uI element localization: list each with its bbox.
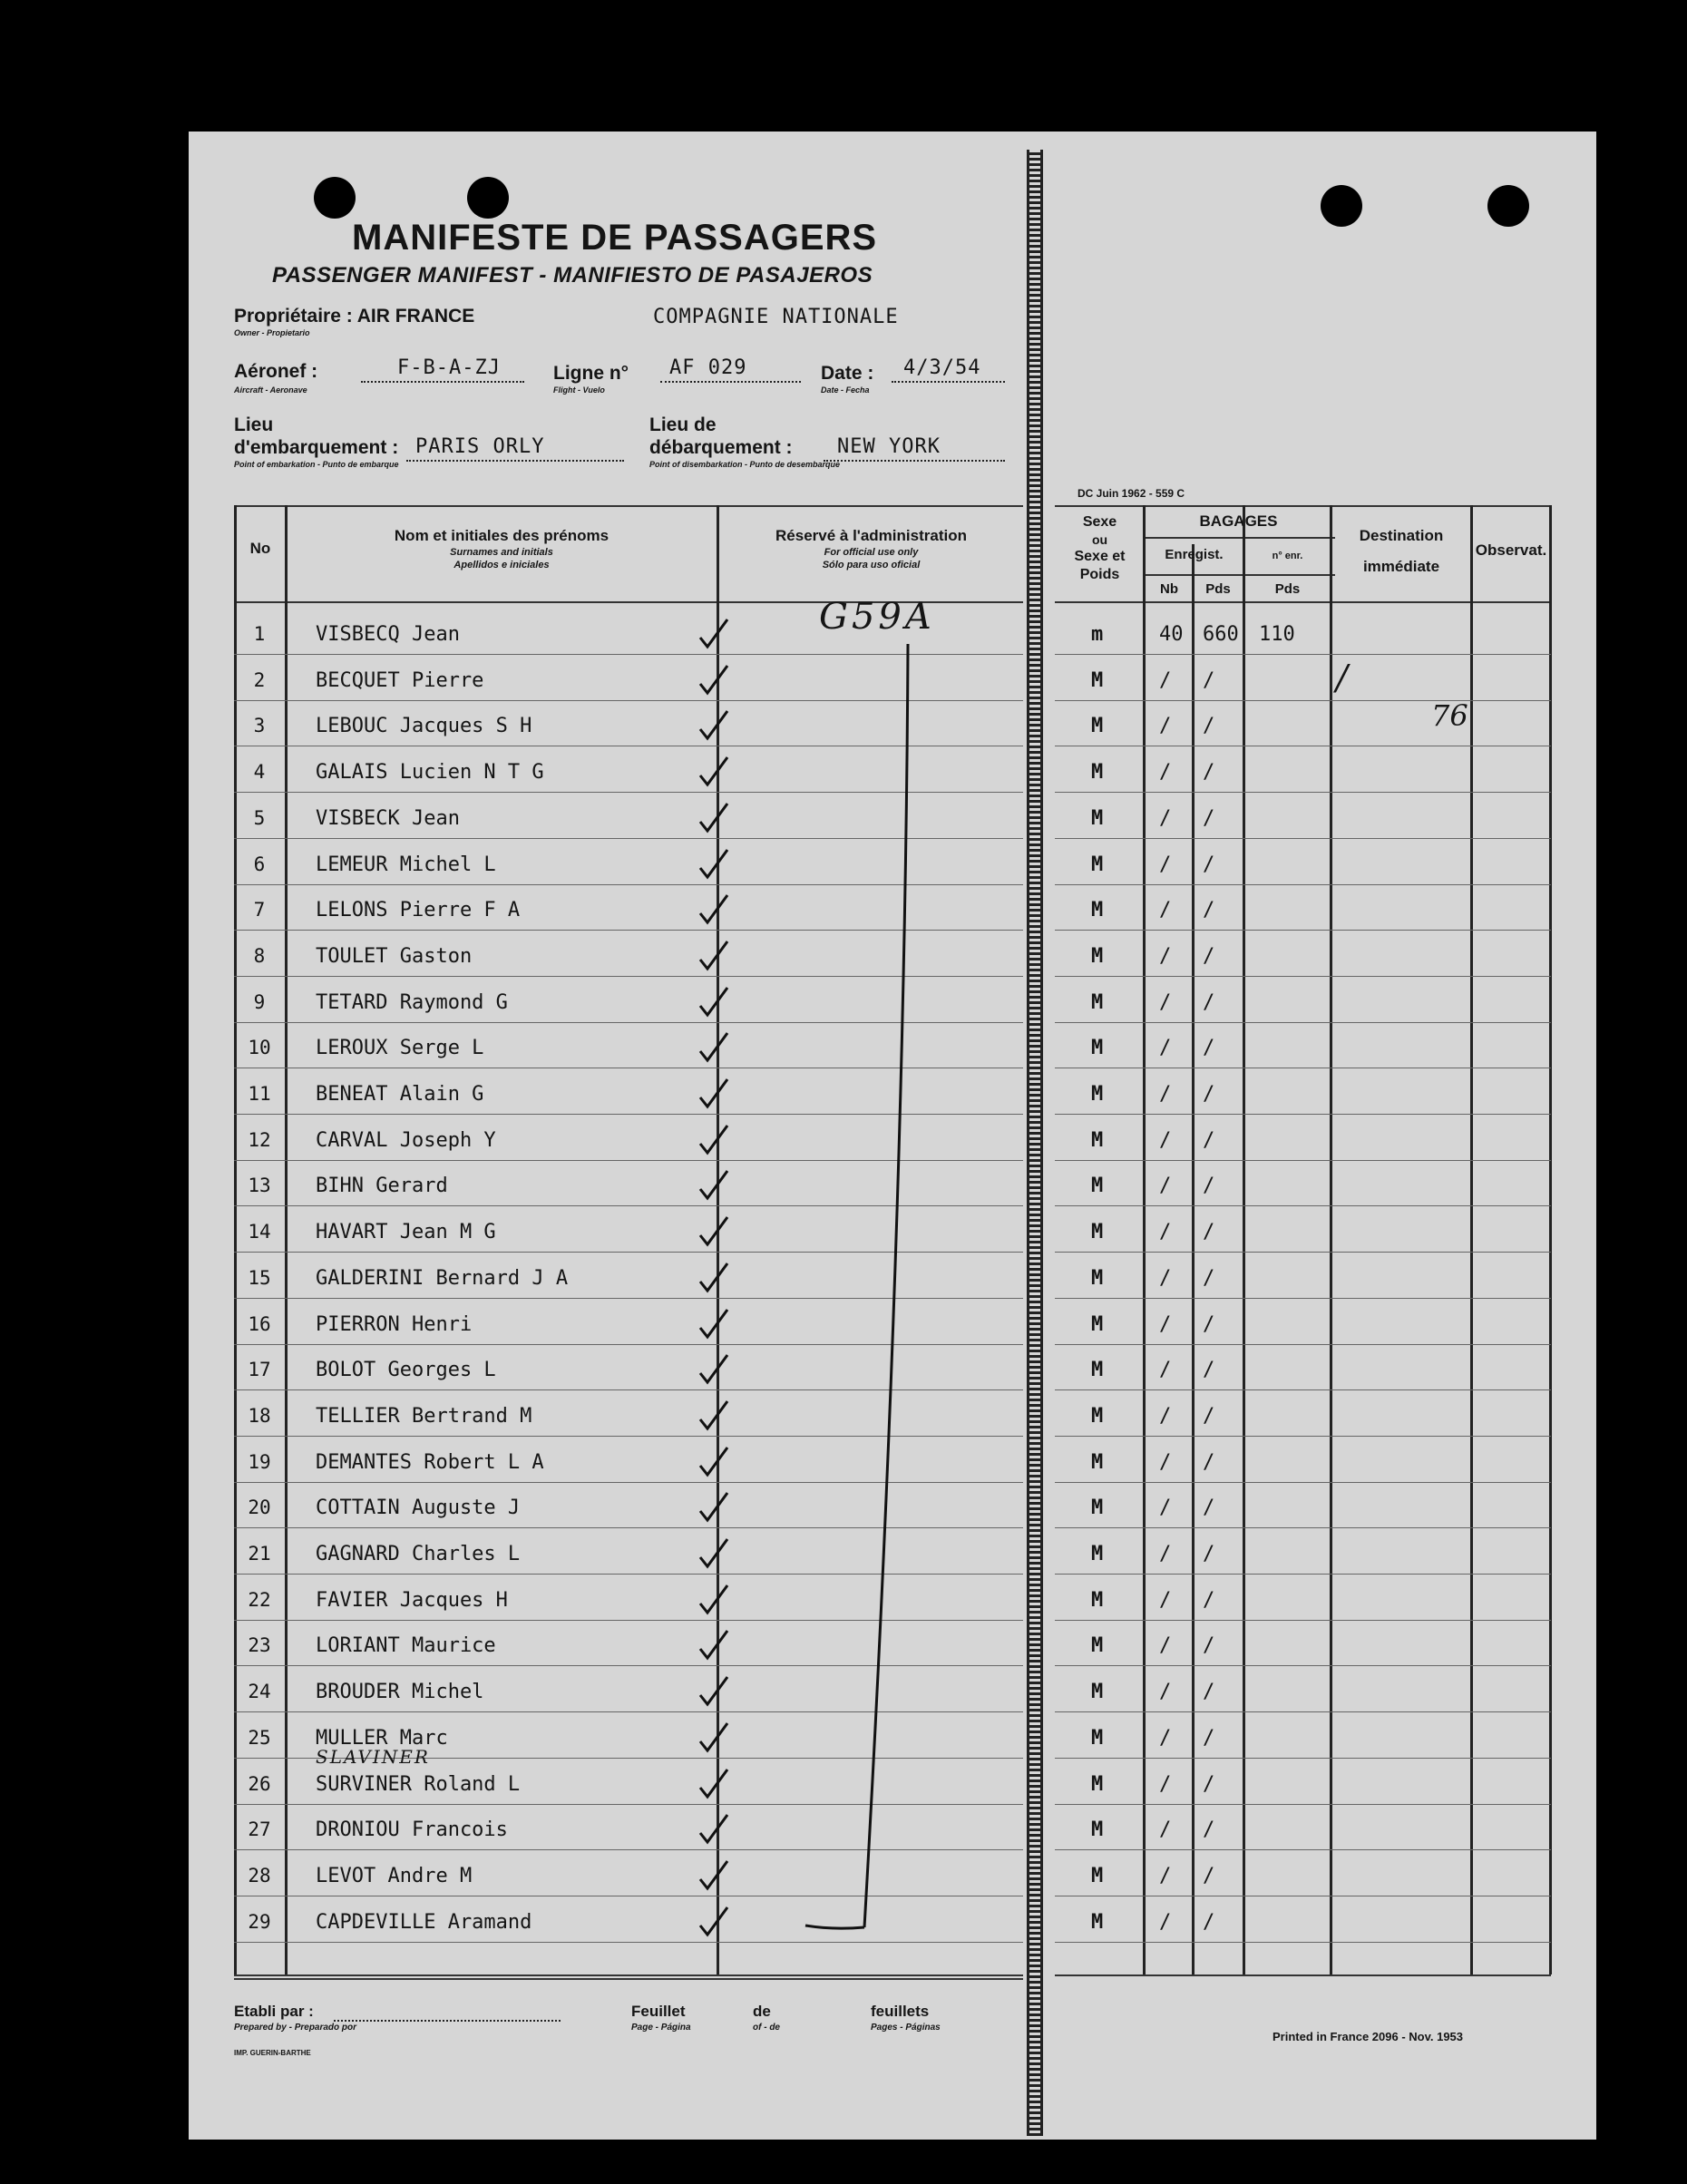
baggage-weight: / xyxy=(1203,1221,1215,1244)
passenger-sex: M xyxy=(1091,1175,1104,1198)
passenger-number: 3 xyxy=(253,715,266,737)
passenger-sex: M xyxy=(1091,1359,1104,1382)
baggage-count: / xyxy=(1159,1175,1172,1198)
header-nb: Nb xyxy=(1160,581,1178,597)
footer-top-line xyxy=(234,1978,1023,1980)
form-code: DC Juin 1962 - 559 C xyxy=(1078,487,1185,500)
baggage-weight: / xyxy=(1203,1312,1215,1336)
baggage-weight: / xyxy=(1203,761,1215,785)
owner-sublabel: Owner - Propietario xyxy=(234,328,310,337)
passenger-number: 18 xyxy=(248,1404,271,1427)
passenger-sex: M xyxy=(1091,1497,1104,1520)
passenger-name: LEROUX Serge L xyxy=(316,1037,484,1060)
of-sublabel: of - de xyxy=(753,2023,780,2033)
date-sublabel: Date - Fecha xyxy=(821,385,870,395)
passenger-sex: M xyxy=(1091,1910,1104,1934)
sheet-label: Feuillet xyxy=(631,2003,686,2020)
manifest-page xyxy=(189,132,1596,2140)
handwritten-correction: SLAVINER xyxy=(316,1746,430,1768)
baggage-weight: / xyxy=(1203,1450,1215,1474)
passenger-sex: M xyxy=(1091,1083,1104,1106)
passenger-sex: M xyxy=(1091,1634,1104,1658)
passenger-number: 9 xyxy=(253,990,266,1013)
baggage-count: / xyxy=(1159,899,1172,922)
passenger-number: 2 xyxy=(253,668,266,691)
header-reserved-sub2: Sólo para uso oficial xyxy=(822,560,921,570)
header-unreg: n° enr. xyxy=(1272,551,1303,561)
baggage-weight: / xyxy=(1203,1588,1215,1612)
passenger-sex: M xyxy=(1091,1543,1104,1565)
baggage-weight: / xyxy=(1203,1772,1215,1796)
passenger-sex: M xyxy=(1091,1221,1104,1244)
passenger-name: PIERRON Henri xyxy=(316,1312,473,1336)
passenger-name: MULLER Marc xyxy=(316,1726,448,1750)
passenger-number: 6 xyxy=(253,853,266,875)
passenger-name: GAGNARD Charles L xyxy=(316,1543,521,1565)
disembark-sublabel: Point of disembarkation - Punto de desembarque xyxy=(649,460,841,469)
baggage-weight: / xyxy=(1203,1864,1215,1887)
header-destination-2: immédiate xyxy=(1362,558,1440,575)
baggage-count: / xyxy=(1159,1404,1172,1428)
passenger-number: 26 xyxy=(248,1772,271,1795)
passenger-sex: M xyxy=(1091,1037,1104,1060)
handwritten-bracket xyxy=(189,132,1596,2140)
passenger-name: HAVART Jean M G xyxy=(316,1221,496,1244)
passenger-sex: M xyxy=(1091,1266,1104,1290)
header-destination-1: Destination xyxy=(1359,527,1444,544)
passenger-name: VISBECK Jean xyxy=(316,806,460,830)
header-no: No xyxy=(249,540,271,557)
passenger-name: LELONS Pierre F A xyxy=(316,899,521,922)
baggage-weight: / xyxy=(1203,806,1215,830)
baggage-count: / xyxy=(1159,1726,1172,1750)
passenger-sex: M xyxy=(1091,1312,1104,1336)
handwritten-destination-mark: / xyxy=(1336,658,1348,697)
sheets-sublabel: Pages - Páginas xyxy=(871,2023,941,2033)
passenger-name: VISBECQ Jean xyxy=(316,623,460,646)
baggage-count: / xyxy=(1159,1681,1172,1704)
baggage-count: / xyxy=(1159,1450,1172,1474)
baggage-count: / xyxy=(1159,1543,1172,1565)
header-registered: Enregist. xyxy=(1165,547,1224,562)
header-reserved: Réservé à l'administration xyxy=(775,527,967,544)
passenger-sex: M xyxy=(1091,715,1104,738)
passenger-number: 8 xyxy=(253,944,266,967)
baggage-count: / xyxy=(1159,1221,1172,1244)
passenger-sex: m xyxy=(1091,623,1104,646)
passenger-name: BECQUET Pierre xyxy=(316,668,484,692)
baggage-count: / xyxy=(1159,853,1172,876)
passenger-sex: M xyxy=(1091,853,1104,876)
prepared-label: Etabli par : xyxy=(234,2003,314,2020)
header-name-sub2: Apellidos e iniciales xyxy=(453,560,550,570)
flight-value: AF 029 xyxy=(669,356,747,379)
baggage-weight: / xyxy=(1203,944,1215,968)
baggage-weight: / xyxy=(1203,990,1215,1014)
passenger-sex: M xyxy=(1091,1404,1104,1428)
passenger-sex: M xyxy=(1091,1726,1104,1750)
baggage-count: / xyxy=(1159,990,1172,1014)
embark-sublabel: Point of embarkation - Punto de embarque xyxy=(234,460,399,469)
baggage-weight: / xyxy=(1203,1359,1215,1382)
passenger-sex: M xyxy=(1091,1864,1104,1887)
baggage-count: / xyxy=(1159,1864,1172,1887)
aircraft-value: F-B-A-ZJ xyxy=(397,356,501,379)
sheet-sublabel: Page - Página xyxy=(631,2023,691,2033)
date-label: Date : xyxy=(821,363,874,384)
passenger-sex: M xyxy=(1091,668,1104,692)
baggage-count: / xyxy=(1159,668,1172,692)
passenger-name: FAVIER Jacques H xyxy=(316,1588,508,1612)
owner-label: Propriétaire : AIR FRANCE xyxy=(234,306,475,327)
passenger-number: 24 xyxy=(248,1681,271,1703)
passenger-number: 1 xyxy=(253,623,266,645)
passenger-name: LEBOUC Jacques S H xyxy=(316,715,532,738)
date-value: 4/3/54 xyxy=(903,356,981,379)
baggage-weight: / xyxy=(1203,853,1215,876)
baggage-weight: / xyxy=(1203,1681,1215,1704)
baggage-weight: / xyxy=(1203,899,1215,922)
baggage-count: / xyxy=(1159,761,1172,785)
passenger-number: 25 xyxy=(248,1726,271,1749)
baggage-count: / xyxy=(1159,1312,1172,1336)
header-name: Nom et initiales des prénoms xyxy=(394,527,609,544)
disembark-label-1: Lieu de xyxy=(649,414,717,435)
passenger-number: 5 xyxy=(253,806,266,829)
baggage-count: / xyxy=(1159,1266,1172,1290)
handwritten-code: G59A xyxy=(819,596,935,638)
embark-value: PARIS ORLY xyxy=(415,435,545,458)
baggage-weight: / xyxy=(1203,1037,1215,1060)
passenger-name: CARVAL Joseph Y xyxy=(316,1128,496,1152)
aircraft-sublabel: Aircraft - Aeronave xyxy=(234,385,307,395)
passenger-number: 20 xyxy=(248,1497,271,1519)
passenger-number: 4 xyxy=(253,761,266,784)
owner-value: COMPAGNIE NATIONALE xyxy=(653,306,899,328)
header-baggage: BAGAGES xyxy=(1199,512,1278,530)
printed-note: Printed in France 2096 - Nov. 1953 xyxy=(1273,2030,1464,2043)
passenger-name: BOLOT Georges L xyxy=(316,1359,496,1382)
passenger-number: 13 xyxy=(248,1175,271,1197)
baggage-weight: / xyxy=(1203,1266,1215,1290)
passenger-sex: M xyxy=(1091,899,1104,922)
passenger-sex: M xyxy=(1091,1818,1104,1842)
passenger-sex: M xyxy=(1091,1450,1104,1474)
handwritten-observation: 76 xyxy=(1431,698,1468,733)
baggage-weight: / xyxy=(1203,1543,1215,1565)
passenger-name: GALAIS Lucien N T G xyxy=(316,761,544,785)
passenger-name: LEVOT Andre M xyxy=(316,1864,473,1887)
baggage-weight: / xyxy=(1203,715,1215,738)
manifest-title: MANIFESTE DE PASSAGERS xyxy=(352,218,878,258)
passenger-sex: M xyxy=(1091,944,1104,968)
baggage-weight: / xyxy=(1203,1083,1215,1106)
passenger-number: 17 xyxy=(248,1359,271,1381)
passenger-sex: M xyxy=(1091,990,1104,1014)
flight-sublabel: Flight - Vuelo xyxy=(553,385,605,395)
passenger-number: 19 xyxy=(248,1450,271,1473)
passenger-name: CAPDEVILLE Aramand xyxy=(316,1910,532,1934)
passenger-sex: M xyxy=(1091,806,1104,830)
passenger-sex: M xyxy=(1091,1681,1104,1704)
embark-label-1: Lieu xyxy=(234,414,274,435)
baggage-weight: / xyxy=(1203,1726,1215,1750)
baggage-count: / xyxy=(1159,1634,1172,1658)
passenger-number: 15 xyxy=(248,1266,271,1289)
passenger-number: 16 xyxy=(248,1312,271,1335)
prepared-sublabel: Prepared by - Preparado por xyxy=(234,2023,357,2033)
passenger-name: DRONIOU Francois xyxy=(316,1818,508,1842)
baggage-weight: / xyxy=(1203,1818,1215,1842)
passenger-name: BIHN Gerard xyxy=(316,1175,448,1198)
baggage-weight: / xyxy=(1203,1634,1215,1658)
passenger-number: 10 xyxy=(248,1037,271,1059)
passenger-number: 27 xyxy=(248,1818,271,1841)
baggage-count: 40 xyxy=(1159,623,1184,646)
sheets-label: feuillets xyxy=(871,2003,930,2020)
header-sex-4: Poids xyxy=(1079,567,1120,582)
passenger-number: 22 xyxy=(248,1588,271,1611)
passenger-number: 12 xyxy=(248,1128,271,1151)
manifest-subtitle: PASSENGER MANIFEST - MANIFIESTO DE PASAJEROS xyxy=(272,263,873,288)
imprint-note: IMP. GUERIN-BARTHE xyxy=(234,2049,311,2057)
passenger-number: 23 xyxy=(248,1634,271,1657)
passenger-name: BENEAT Alain G xyxy=(316,1083,484,1106)
passenger-number: 21 xyxy=(248,1543,271,1565)
passenger-number: 28 xyxy=(248,1864,271,1887)
baggage-count: / xyxy=(1159,715,1172,738)
passenger-name: SURVINER Roland L xyxy=(316,1772,521,1796)
baggage-count: / xyxy=(1159,1772,1172,1796)
passenger-sex: M xyxy=(1091,1128,1104,1152)
passenger-name: COTTAIN Auguste J xyxy=(316,1497,521,1520)
aircraft-label: Aéronef : xyxy=(234,361,318,382)
flight-label: Ligne n° xyxy=(553,363,629,384)
passenger-sex: M xyxy=(1091,761,1104,785)
baggage-count: / xyxy=(1159,944,1172,968)
passenger-name: TOULET Gaston xyxy=(316,944,473,968)
header-observ: Observat. xyxy=(1475,541,1547,559)
baggage-count: / xyxy=(1159,1910,1172,1934)
baggage-count: / xyxy=(1159,1083,1172,1106)
passenger-sex: M xyxy=(1091,1772,1104,1796)
baggage-count: / xyxy=(1159,1128,1172,1152)
header-reserved-sub1: For official use only xyxy=(824,547,919,558)
passenger-name: GALDERINI Bernard J A xyxy=(316,1266,569,1290)
disembark-value: NEW YORK xyxy=(837,435,941,458)
baggage-weight: 660 xyxy=(1203,623,1239,646)
header-name-sub1: Surnames and initials xyxy=(450,547,553,558)
passenger-name: BROUDER Michel xyxy=(316,1681,484,1704)
passenger-number: 11 xyxy=(248,1083,271,1105)
passenger-name: TETARD Raymond G xyxy=(316,990,508,1014)
baggage-weight: / xyxy=(1203,1497,1215,1520)
of-label: de xyxy=(753,2003,771,2020)
passenger-name: TELLIER Bertrand M xyxy=(316,1404,532,1428)
header-sex-2: ou xyxy=(1091,532,1108,547)
baggage-weight: / xyxy=(1203,1404,1215,1428)
baggage-count: / xyxy=(1159,1037,1172,1060)
baggage-count: / xyxy=(1159,1497,1172,1520)
baggage-weight: / xyxy=(1203,1175,1215,1198)
header-sex-1: Sexe xyxy=(1082,514,1117,530)
prepared-line xyxy=(334,2020,561,2022)
baggage-weight: / xyxy=(1203,668,1215,692)
passenger-name: LORIANT Maurice xyxy=(316,1634,496,1658)
passenger-sex: M xyxy=(1091,1588,1104,1612)
passenger-number: 7 xyxy=(253,899,266,921)
passenger-number: 29 xyxy=(248,1910,271,1933)
passenger-name: LEMEUR Michel L xyxy=(316,853,496,876)
baggage-weight: / xyxy=(1203,1128,1215,1152)
disembark-label-2: débarquement : xyxy=(649,437,793,458)
passenger-name: DEMANTES Robert L A xyxy=(316,1450,544,1474)
baggage-weight: / xyxy=(1203,1910,1215,1934)
header-pds2: Pds xyxy=(1274,581,1301,597)
header-pds: Pds xyxy=(1205,581,1231,597)
passenger-number: 14 xyxy=(248,1221,271,1243)
baggage-count: / xyxy=(1159,1588,1172,1612)
baggage-count: / xyxy=(1159,1818,1172,1842)
embark-label-2: d'embarquement : xyxy=(234,437,399,458)
unregistered-weight: 110 xyxy=(1259,623,1295,646)
baggage-count: / xyxy=(1159,806,1172,830)
baggage-count: / xyxy=(1159,1359,1172,1382)
header-sex-3: Sexe et xyxy=(1074,549,1126,564)
